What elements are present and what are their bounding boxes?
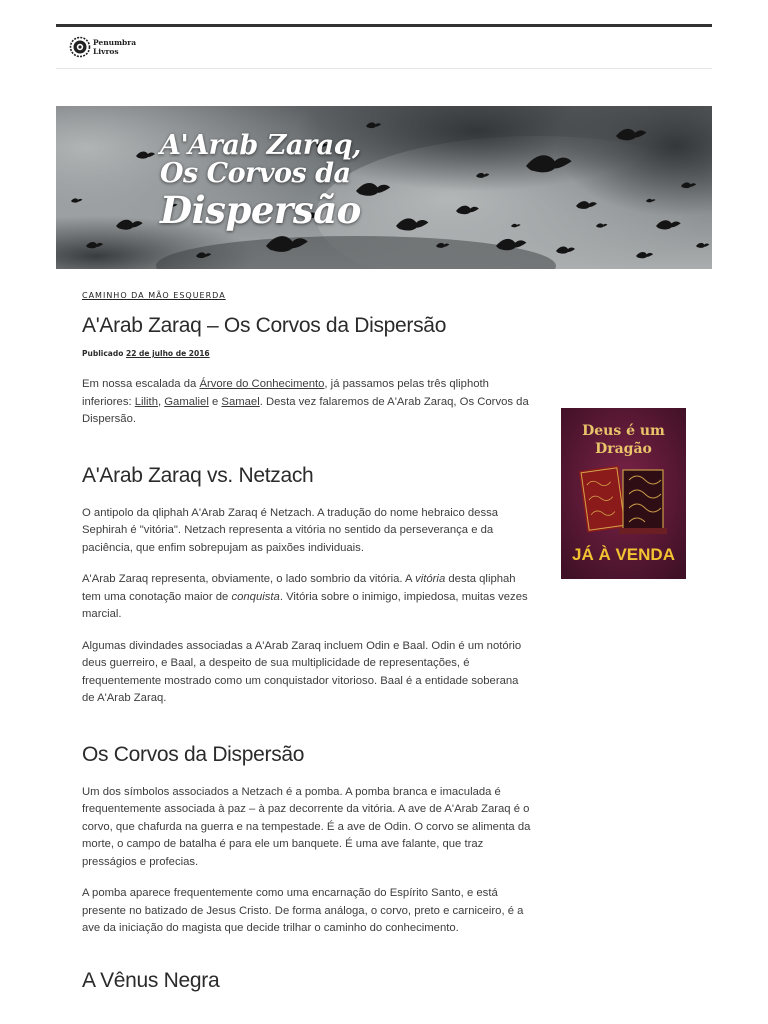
- link-lilith[interactable]: Lilith: [134, 395, 158, 408]
- logo-emblem-icon: [69, 36, 91, 58]
- heading-venus-negra: A Vênus Negra: [82, 968, 220, 992]
- netzach-p2-text-3: . Vitória sobre o inimigo, impiedosa, muitas vezes marcial.: [82, 590, 528, 620]
- logo-text: [93, 38, 136, 56]
- ad-cta: JÁ À VENDA: [572, 545, 675, 564]
- book-ad-banner[interactable]: [561, 408, 686, 579]
- netzach-p2-text-2: desta qliphah tem uma conotação maior de: [82, 573, 516, 603]
- corvos-paragraph-2: A pomba aparece frequentemente como uma encarnação do Espírito Santo, e está presente no batizado de Jesus Cristo. De forma análoga, o corvo, preto e carniceiro, é a ave da iniciação do magista que decide trilhar o caminho do conhecimento.: [82, 887, 524, 934]
- banner-title-line-1: A'Arab Zaraq,: [160, 130, 361, 161]
- logo-line-2: Livros: [93, 47, 119, 56]
- ad-title-line-2: Dragão: [595, 441, 652, 457]
- post-content: [82, 283, 532, 994]
- netzach-p2-text-1: A'Arab Zaraq representa, obviamente, o lado sombrio da vitória. A: [82, 573, 416, 585]
- intro-paragraph: [82, 376, 532, 429]
- post-meta: [82, 349, 532, 358]
- post-category-link[interactable]: CAMINHO DA MÃO ESQUERDA: [82, 291, 226, 300]
- link-samael[interactable]: Samael: [221, 395, 260, 408]
- site-logo[interactable]: [69, 36, 136, 58]
- intro-text-1: Em nossa escalada da: [82, 378, 200, 390]
- intro-text-2: , já passamos pelas três qliphoth inferiores:: [82, 378, 489, 408]
- netzach-paragraph-1: O antipolo da qliphah A'Arab Zaraq é Netzach. A tradução do nome hebraico dessa Sephirah é "vitória". Netzach representa a vitória no sentido da perseverança e da paciência, que enfim sobrepujam as paixões individuais.: [82, 506, 499, 554]
- intro-text-4: e: [208, 395, 222, 408]
- banner-title-line-3: Dispersão: [160, 188, 361, 232]
- link-arvore-do-conhecimento[interactable]: Árvore do Conhecimento: [199, 378, 325, 390]
- netzach-p2-emphasis-1: vitória: [415, 573, 446, 585]
- corvos-paragraph-1: Um dos símbolos associados a Netzach é a pomba. A pomba branca e imaculada é frequentemente associada à paz – à paz decorrente da vitória. A ave de A'Arab Zaraq é o corvo, que chafurda na guerra e na tempestade. É a ave de Odin. O corvo se alimenta da morte, o campo de batalha é para ele um banquete. É uma ave falante, que traz presságios e profecias.: [82, 785, 531, 868]
- ad-title-line-1: Deus é um: [582, 423, 665, 439]
- banner-title-line-2: Os Corvos da: [160, 158, 351, 189]
- intro-text-3: ,: [157, 395, 165, 408]
- book-cover-image: [561, 408, 686, 579]
- stormy-sky-crows-image: [56, 106, 712, 269]
- published-date-link[interactable]: 22 de julho de 2016: [126, 349, 210, 358]
- intro-text-5: . Desta vez falaremos de A'Arab Zaraq, Os Corvos da Dispersão.: [82, 395, 529, 425]
- post-title: A'Arab Zaraq – Os Corvos da Dispersão: [82, 314, 447, 337]
- netzach-paragraph-2: [82, 571, 532, 624]
- post-banner-image: [56, 106, 712, 269]
- banner-title: [160, 132, 361, 232]
- heading-corvos-da-dispersao: Os Corvos da Dispersão: [82, 742, 305, 766]
- link-gamaliel[interactable]: Gamaliel: [164, 395, 209, 408]
- published-label: Publicado: [82, 349, 124, 358]
- netzach-paragraph-3: Algumas divindades associadas a A'Arab Zaraq incluem Odin e Baal. Odin é um notório deus guerreiro, e Baal, a despeito de sua multiplicidade de representações, é frequentemente mostrado como um conquistador vitorioso. Baal é a entidade soberana de A'Arab Zaraq.: [82, 639, 522, 704]
- heading-netzach: A'Arab Zaraq vs. Netzach: [82, 463, 314, 487]
- logo-line-1: Penumbra: [93, 38, 137, 47]
- site-header: [56, 27, 712, 69]
- netzach-p2-emphasis-2: conquista: [231, 590, 280, 603]
